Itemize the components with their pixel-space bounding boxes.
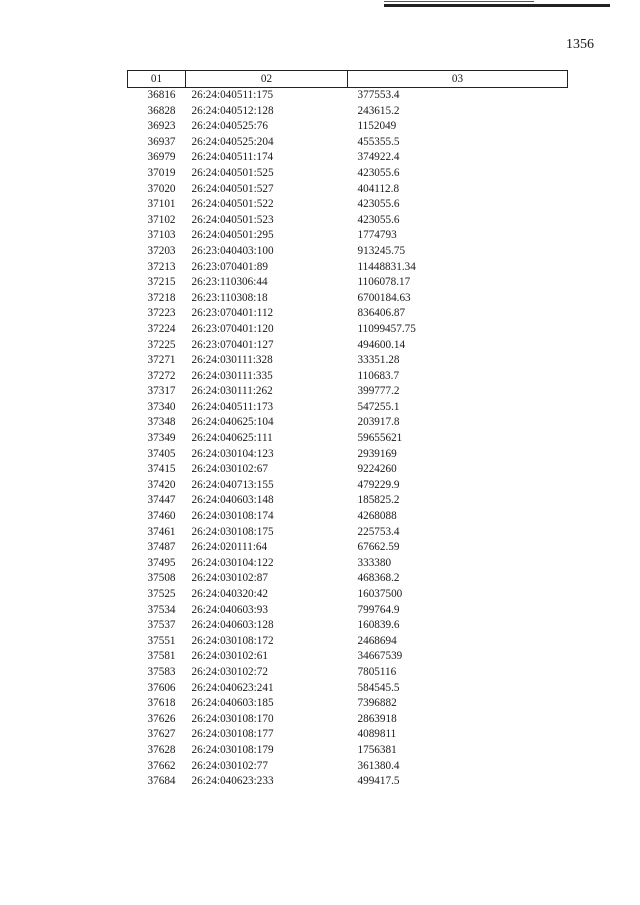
header-rule-thin (384, 1, 534, 2)
cadastral-number-cell: 26:23:070401:89 (191, 260, 268, 273)
row-id-cell: 37618 (147, 697, 176, 710)
value-cell: 468368.2 (357, 572, 400, 585)
row-id-cell: 37340 (147, 400, 176, 413)
table-row (128, 571, 568, 587)
cadastral-number-cell: 26:24:040501:522 (191, 198, 274, 211)
value-cell: 913245.75 (357, 244, 406, 257)
table-row (128, 509, 568, 525)
value-cell: 11099457.75 (357, 322, 416, 335)
table-row (128, 462, 568, 478)
cadastral-number-cell: 26:23:070401:120 (191, 322, 274, 335)
value-cell: 9224260 (357, 463, 397, 476)
row-id-cell: 37271 (147, 354, 176, 367)
cadastral-number-cell: 26:24:040511:175 (191, 89, 274, 101)
value-cell: 1106078.17 (357, 276, 411, 289)
value-cell: 2468694 (357, 634, 397, 647)
cadastral-number-cell: 26:24:030102:72 (191, 665, 268, 678)
cadastral-number-cell: 26:24:030108:177 (191, 728, 274, 741)
cadastral-number-cell: 26:24:030102:61 (191, 650, 268, 663)
data-table (127, 70, 568, 790)
row-id-cell: 37662 (147, 759, 176, 772)
value-cell: 203917.8 (357, 416, 400, 429)
table-row (128, 135, 568, 151)
table-row (128, 104, 568, 120)
row-id-cell: 37019 (147, 166, 176, 179)
cadastral-number-cell: 26:23:110308:18 (191, 291, 268, 304)
value-cell: 2863918 (357, 712, 397, 725)
table-row (128, 197, 568, 213)
table-row (128, 603, 568, 619)
value-cell: 16037500 (357, 588, 403, 600)
value-cell: 494600.14 (357, 338, 406, 351)
cadastral-number-cell: 26:24:040511:174 (191, 151, 274, 164)
value-cell: 399777.2 (357, 385, 400, 398)
cadastral-number-cell: 26:24:040501:295 (191, 229, 274, 242)
row-id-cell: 37627 (147, 728, 176, 741)
table-row (128, 88, 568, 104)
value-cell: 4089811 (357, 728, 397, 741)
table-row (128, 260, 568, 276)
cadastral-number-cell: 26:23:110306:44 (191, 276, 268, 289)
table-row (128, 525, 568, 541)
value-cell: 67662.59 (357, 541, 400, 554)
value-cell: 185825.2 (357, 494, 400, 507)
row-id-cell: 37405 (147, 447, 176, 460)
table-row (128, 213, 568, 229)
value-cell: 7805116 (357, 665, 397, 678)
row-id-cell: 37420 (147, 478, 176, 491)
cadastral-number-cell: 26:24:030104:123 (191, 447, 274, 460)
row-id-cell: 37317 (147, 385, 176, 398)
value-cell: 11448831.34 (357, 260, 416, 273)
cadastral-number-cell: 26:24:040501:523 (191, 213, 274, 226)
cadastral-number-cell: 26:24:040511:173 (191, 400, 274, 413)
value-cell: 7396882 (357, 697, 397, 710)
row-id-cell: 37101 (147, 198, 176, 211)
row-id-cell: 36937 (147, 135, 176, 148)
table-row (128, 493, 568, 509)
cadastral-number-cell: 26:24:030111:328 (191, 354, 273, 367)
value-cell: 799764.9 (357, 603, 400, 616)
row-id-cell: 37272 (147, 369, 176, 382)
value-cell: 333380 (357, 556, 392, 569)
value-cell: 404112.8 (357, 182, 400, 195)
row-id-cell: 37223 (147, 307, 176, 320)
table-row (128, 618, 568, 634)
row-id-cell: 37525 (147, 588, 176, 600)
cadastral-number-cell: 26:24:040603:93 (191, 603, 268, 616)
table-row (128, 384, 568, 400)
value-cell: 243615.2 (357, 104, 400, 117)
row-id-cell: 37628 (147, 743, 176, 756)
table-row (128, 681, 568, 697)
cadastral-number-cell: 26:24:030102:67 (191, 463, 268, 476)
cadastral-number-cell: 26:24:040525:76 (191, 120, 268, 133)
value-cell: 110683.7 (357, 369, 400, 382)
row-id-cell: 37415 (147, 463, 176, 476)
row-id-cell: 37581 (147, 650, 176, 663)
table-header-row (128, 71, 568, 88)
value-cell: 547255.1 (357, 400, 400, 413)
row-id-cell: 37224 (147, 322, 176, 335)
cadastral-number-cell: 26:23:070401:112 (191, 307, 274, 320)
table-row (128, 291, 568, 307)
value-cell: 1774793 (357, 229, 397, 242)
value-cell: 374922.4 (357, 151, 400, 164)
row-id-cell: 37218 (147, 291, 176, 304)
row-id-cell: 37020 (147, 182, 176, 195)
cadastral-number-cell: 26:23:040403:100 (191, 244, 274, 257)
row-id-cell: 36923 (147, 120, 176, 133)
cadastral-number-cell: 26:24:040603:185 (191, 697, 274, 710)
value-cell: 1756381 (357, 743, 397, 756)
table-row (128, 431, 568, 447)
cadastral-number-cell: 26:24:030108:174 (191, 510, 274, 523)
value-cell: 1152049 (357, 120, 397, 133)
value-cell: 2939169 (357, 447, 397, 460)
cadastral-number-cell: 26:24:040625:104 (191, 416, 274, 429)
row-id-cell: 37534 (147, 603, 176, 616)
value-cell: 377553.4 (357, 89, 400, 101)
value-cell: 423055.6 (357, 213, 400, 226)
cadastral-number-cell: 26:24:030108:172 (191, 634, 274, 647)
cadastral-number-cell: 26:24:030102:87 (191, 572, 268, 585)
cadastral-number-cell: 26:24:030111:262 (191, 385, 273, 398)
row-id-cell: 37460 (147, 510, 176, 523)
cadastral-number-cell: 26:24:030102:77 (191, 759, 268, 772)
table-row (128, 540, 568, 556)
cadastral-number-cell: 26:24:040512:128 (191, 104, 274, 117)
row-id-cell: 37684 (147, 775, 176, 788)
cadastral-number-cell: 26:24:020111:64 (191, 541, 268, 554)
value-cell: 836406.87 (357, 307, 406, 320)
row-id-cell: 37215 (147, 276, 176, 289)
table-row (128, 556, 568, 572)
value-cell: 4268088 (357, 510, 397, 523)
row-id-cell: 37495 (147, 556, 176, 569)
value-cell: 423055.6 (357, 166, 400, 179)
value-cell: 455355.5 (357, 135, 400, 148)
table-row (128, 696, 568, 712)
cadastral-number-cell: 26:24:040501:525 (191, 166, 274, 179)
table-row (128, 150, 568, 166)
table-row (128, 587, 568, 603)
table-row (128, 322, 568, 338)
row-id-cell: 37102 (147, 213, 176, 226)
value-cell: 160839.6 (357, 619, 400, 632)
row-id-cell: 37626 (147, 712, 176, 725)
table-row (128, 759, 568, 775)
header-rule (384, 4, 610, 7)
row-id-cell: 37461 (147, 525, 176, 538)
table-row (128, 119, 568, 135)
cadastral-number-cell: 26:24:040525:204 (191, 135, 274, 148)
cadastral-number-cell: 26:24:040713:155 (191, 478, 274, 491)
row-id-cell: 37487 (147, 541, 176, 554)
value-cell: 33351.28 (357, 354, 400, 367)
cadastral-number-cell: 26:24:030108:170 (191, 712, 274, 725)
column-header-01: 01 (128, 71, 186, 88)
cadastral-number-cell: 26:24:030108:179 (191, 743, 274, 756)
cadastral-number-cell: 26:24:040623:233 (191, 775, 274, 788)
table-row (128, 228, 568, 244)
column-header-03: 03 (348, 71, 568, 88)
table-row (128, 275, 568, 291)
row-id-cell: 37213 (147, 260, 176, 273)
value-cell: 499417.5 (357, 775, 400, 788)
value-cell: 584545.5 (357, 681, 400, 694)
table-row (128, 634, 568, 650)
cadastral-number-cell: 26:24:040320:42 (191, 588, 268, 600)
row-id-cell: 36979 (147, 151, 176, 164)
value-cell: 423055.6 (357, 198, 400, 211)
row-id-cell: 37583 (147, 665, 176, 678)
table-row (128, 415, 568, 431)
value-cell: 479229.9 (357, 478, 400, 491)
cadastral-number-cell: 26:24:040501:527 (191, 182, 274, 195)
value-cell: 6700184.63 (357, 291, 411, 304)
row-id-cell: 37203 (147, 244, 176, 257)
cadastral-number-cell: 26:24:040623:241 (191, 681, 274, 694)
table-row (128, 774, 568, 790)
table-row (128, 166, 568, 182)
row-id-cell: 37447 (147, 494, 176, 507)
row-id-cell: 37551 (147, 634, 176, 647)
value-cell: 361380.4 (357, 759, 400, 772)
value-cell: 225753.4 (357, 525, 400, 538)
table-row (128, 712, 568, 728)
table-row (128, 353, 568, 369)
table-row (128, 182, 568, 198)
cadastral-number-cell: 26:24:030104:122 (191, 556, 274, 569)
row-id-cell: 37103 (147, 229, 176, 242)
cadastral-number-cell: 26:24:030108:175 (191, 525, 274, 538)
table-row (128, 478, 568, 494)
row-id-cell: 36816 (147, 89, 176, 101)
row-id-cell: 36828 (147, 104, 176, 117)
table-row (128, 727, 568, 743)
page-number: 1356 (566, 37, 594, 52)
cadastral-number-cell: 26:24:040603:128 (191, 619, 274, 632)
row-id-cell: 37606 (147, 681, 176, 694)
table-row (128, 649, 568, 665)
table-row (128, 369, 568, 385)
column-header-02: 02 (186, 71, 348, 88)
row-id-cell: 37348 (147, 416, 176, 429)
row-id-cell: 37508 (147, 572, 176, 585)
row-id-cell: 37537 (147, 619, 176, 632)
cadastral-number-cell: 26:24:040603:148 (191, 494, 274, 507)
cadastral-number-cell: 26:23:070401:127 (191, 338, 274, 351)
value-cell: 59655621 (357, 432, 403, 445)
table-body (128, 88, 568, 790)
table-row (128, 338, 568, 354)
table-row (128, 447, 568, 463)
value-cell: 34667539 (357, 650, 403, 663)
row-id-cell: 37349 (147, 432, 176, 445)
table-row (128, 244, 568, 260)
cadastral-number-cell: 26:24:030111:335 (191, 369, 273, 382)
row-id-cell: 37225 (147, 338, 176, 351)
table-row (128, 665, 568, 681)
cadastral-number-cell: 26:24:040625:111 (191, 432, 273, 445)
table-row (128, 743, 568, 759)
table-row (128, 400, 568, 416)
table-row (128, 306, 568, 322)
